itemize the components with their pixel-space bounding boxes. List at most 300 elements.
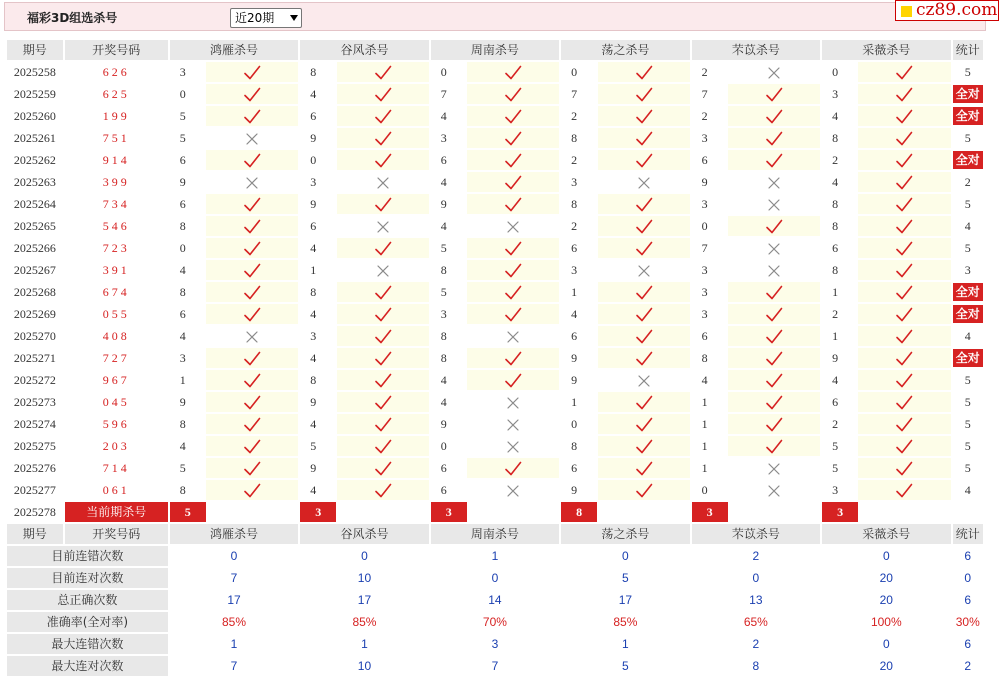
- summary-value: 20: [822, 590, 950, 610]
- checkmark-icon: [504, 285, 522, 299]
- correct-mark: [858, 194, 950, 214]
- kill-number: 3: [822, 84, 856, 104]
- summary-value: 85%: [170, 612, 298, 632]
- kill-number: 2: [561, 216, 595, 236]
- table-row: [7, 392, 983, 412]
- kill-number: 1: [692, 392, 726, 412]
- wrong-mark: [598, 260, 690, 280]
- correct-mark: [598, 150, 690, 170]
- correct-mark: [206, 238, 298, 258]
- kill-number: 5: [822, 458, 856, 478]
- kill-number: 3: [561, 260, 595, 280]
- correct-mark: [467, 194, 559, 214]
- summary-value: 2: [692, 546, 820, 566]
- correct-mark: [858, 238, 950, 258]
- table-row: [7, 348, 983, 368]
- summary-stat-value: 2: [953, 656, 983, 676]
- wrong-mark: [337, 260, 429, 280]
- kill-number: 4: [822, 370, 856, 390]
- correct-mark: [467, 458, 559, 478]
- summary-label: 目前连错次数: [7, 546, 168, 566]
- summary-row: [7, 590, 983, 610]
- col-issue-header: 期号: [7, 40, 63, 60]
- correct-mark: [858, 128, 950, 148]
- wrong-mark: [598, 370, 690, 390]
- current-issue-number: 2025278: [7, 502, 63, 522]
- correct-mark: [858, 172, 950, 192]
- cross-icon: [506, 417, 520, 431]
- kill-number: 9: [692, 172, 726, 192]
- kill-number: 8: [561, 436, 595, 456]
- summary-value: 17: [561, 590, 689, 610]
- summary-value: 2: [692, 634, 820, 654]
- wrong-mark: [728, 238, 820, 258]
- checkmark-icon: [635, 461, 653, 475]
- current-kill-label: 当前期杀号: [65, 502, 168, 522]
- correct-mark: [337, 436, 429, 456]
- stat-cell: [953, 436, 983, 456]
- checkmark-icon: [374, 153, 392, 167]
- kill-number: 6: [822, 238, 856, 258]
- summary-value: 13: [692, 590, 820, 610]
- summary-value: 100%: [822, 612, 950, 632]
- stat-cell: [953, 458, 983, 478]
- kill-number: 4: [431, 216, 465, 236]
- stat-cell: [953, 62, 983, 82]
- kill-number: 4: [170, 260, 204, 280]
- kill-number: 6: [692, 326, 726, 346]
- checkmark-icon: [765, 373, 783, 387]
- checkmark-icon: [895, 329, 913, 343]
- stat-count: 5: [964, 439, 971, 453]
- correct-mark: [467, 370, 559, 390]
- correct-mark: [206, 260, 298, 280]
- cross-icon: [245, 175, 259, 189]
- summary-value: 14: [431, 590, 559, 610]
- kill-number: 4: [300, 414, 334, 434]
- summary-value: 1: [431, 546, 559, 566]
- kill-number: 8: [170, 480, 204, 500]
- correct-mark: [858, 414, 950, 434]
- col-expert-header: 鸿雁杀号: [170, 524, 298, 544]
- wrong-mark: [206, 172, 298, 192]
- checkmark-icon: [243, 483, 261, 497]
- checkmark-icon: [374, 87, 392, 101]
- kill-number: 0: [561, 414, 595, 434]
- correct-mark: [337, 238, 429, 258]
- table-row: [7, 260, 983, 280]
- checkmark-icon: [504, 131, 522, 145]
- current-kill-number: 5: [170, 502, 206, 522]
- issue-number: 2025264: [7, 194, 63, 214]
- checkmark-icon: [635, 395, 653, 409]
- draw-number: 967: [65, 370, 168, 390]
- correct-mark: [206, 194, 298, 214]
- issue-number: 2025265: [7, 216, 63, 236]
- stat-cell: [953, 326, 983, 346]
- kill-number: 4: [431, 370, 465, 390]
- checkmark-icon: [504, 175, 522, 189]
- summary-stat-value: 30%: [953, 612, 983, 632]
- kill-number: 4: [300, 238, 334, 258]
- wrong-mark: [728, 194, 820, 214]
- wrong-mark: [467, 480, 559, 500]
- kill-number: 5: [170, 128, 204, 148]
- table-row: [7, 370, 983, 390]
- correct-mark: [337, 282, 429, 302]
- cross-icon: [376, 219, 390, 233]
- correct-mark: [337, 326, 429, 346]
- kill-number: 0: [170, 84, 204, 104]
- stat-count: 5: [964, 241, 971, 255]
- header-row: [7, 40, 983, 60]
- draw-number: 199: [65, 106, 168, 126]
- correct-mark: [858, 458, 950, 478]
- correct-mark: [728, 216, 820, 236]
- correct-mark: [728, 106, 820, 126]
- summary-value: 7: [170, 656, 298, 676]
- correct-mark: [598, 128, 690, 148]
- stat-count: 5: [964, 461, 971, 475]
- kill-number: 0: [170, 238, 204, 258]
- table-row: [7, 238, 983, 258]
- checkmark-icon: [504, 65, 522, 79]
- wrong-mark: [337, 172, 429, 192]
- summary-label: 最大连错次数: [7, 634, 168, 654]
- current-kill-cell: [170, 502, 298, 522]
- draw-number: 408: [65, 326, 168, 346]
- kill-number: 3: [170, 62, 204, 82]
- kill-number: 7: [431, 84, 465, 104]
- summary-value: 7: [431, 656, 559, 676]
- correct-mark: [598, 62, 690, 82]
- checkmark-icon: [635, 65, 653, 79]
- correct-mark: [858, 106, 950, 126]
- correct-mark: [206, 150, 298, 170]
- draw-number: 734: [65, 194, 168, 214]
- checkmark-icon: [765, 285, 783, 299]
- kill-number: 0: [431, 436, 465, 456]
- correct-mark: [206, 348, 298, 368]
- col-stat-header: 统计: [953, 524, 983, 544]
- correct-mark: [598, 480, 690, 500]
- cross-icon: [767, 483, 781, 497]
- wrong-mark: [467, 414, 559, 434]
- kill-number: 3: [431, 128, 465, 148]
- checkmark-icon: [243, 87, 261, 101]
- issue-number: 2025268: [7, 282, 63, 302]
- wrong-mark: [467, 392, 559, 412]
- correct-mark: [598, 414, 690, 434]
- checkmark-icon: [243, 395, 261, 409]
- summary-value: 0: [561, 546, 689, 566]
- table-row: [7, 414, 983, 434]
- draw-number: 751: [65, 128, 168, 148]
- checkmark-icon: [895, 373, 913, 387]
- kill-number: 1: [300, 260, 334, 280]
- stat-cell: [953, 392, 983, 412]
- kill-number: 8: [431, 326, 465, 346]
- correct-mark: [728, 436, 820, 456]
- draw-number: 727: [65, 348, 168, 368]
- correct-mark: [337, 106, 429, 126]
- correct-mark: [858, 62, 950, 82]
- summary-value: 1: [561, 634, 689, 654]
- site-logo[interactable]: [895, 0, 999, 21]
- checkmark-icon: [504, 109, 522, 123]
- cross-icon: [506, 329, 520, 343]
- stat-cell: [953, 216, 983, 236]
- kill-number: 4: [431, 392, 465, 412]
- kill-number: 9: [300, 194, 334, 214]
- summary-value: 0: [692, 568, 820, 588]
- kill-number: 4: [170, 436, 204, 456]
- cross-icon: [767, 175, 781, 189]
- correct-mark: [598, 84, 690, 104]
- correct-mark: [206, 216, 298, 236]
- correct-mark: [467, 128, 559, 148]
- repeat-header-row: [7, 524, 983, 544]
- issue-number: 2025270: [7, 326, 63, 346]
- table-row: [7, 106, 983, 126]
- current-kill-cell: [822, 502, 950, 522]
- cross-icon: [245, 329, 259, 343]
- checkmark-icon: [895, 285, 913, 299]
- correct-mark: [858, 260, 950, 280]
- issue-number: 2025269: [7, 304, 63, 324]
- checkmark-icon: [504, 461, 522, 475]
- draw-number: 625: [65, 84, 168, 104]
- wrong-mark: [728, 458, 820, 478]
- cross-icon: [506, 439, 520, 453]
- summary-value: 0: [170, 546, 298, 566]
- correct-mark: [206, 370, 298, 390]
- correct-mark: [598, 304, 690, 324]
- cross-icon: [767, 65, 781, 79]
- checkmark-icon: [765, 395, 783, 409]
- checkmark-icon: [635, 109, 653, 123]
- correct-mark: [467, 238, 559, 258]
- kill-number: 5: [822, 436, 856, 456]
- correct-mark: [728, 84, 820, 104]
- summary-value: 85%: [300, 612, 428, 632]
- stat-count: 4: [964, 219, 971, 233]
- summary-label: 最大连对次数: [7, 656, 168, 676]
- col-expert-header: 荡之杀号: [561, 524, 689, 544]
- checkmark-icon: [635, 417, 653, 431]
- kill-number: 9: [300, 392, 334, 412]
- correct-mark: [206, 282, 298, 302]
- checkmark-icon: [635, 241, 653, 255]
- stat-cell: [953, 348, 983, 368]
- stat-cell: [953, 304, 983, 324]
- kill-number: 8: [561, 194, 595, 214]
- summary-value: 5: [561, 656, 689, 676]
- checkmark-icon: [374, 197, 392, 211]
- checkmark-icon: [374, 307, 392, 321]
- wrong-mark: [728, 172, 820, 192]
- correct-mark: [337, 304, 429, 324]
- kill-number: 3: [692, 128, 726, 148]
- stat-count: 5: [964, 131, 971, 145]
- kill-number: 4: [300, 480, 334, 500]
- table-row: [7, 128, 983, 148]
- kill-number: 0: [692, 216, 726, 236]
- cross-icon: [767, 263, 781, 277]
- period-select[interactable]: [230, 8, 302, 28]
- summary-stat-value: 6: [953, 634, 983, 654]
- summary-row: [7, 656, 983, 676]
- summary-value: 10: [300, 656, 428, 676]
- kill-number: 0: [300, 150, 334, 170]
- correct-mark: [598, 326, 690, 346]
- checkmark-icon: [504, 197, 522, 211]
- issue-number: 2025261: [7, 128, 63, 148]
- kill-number: 9: [170, 172, 204, 192]
- kill-number: 9: [300, 128, 334, 148]
- kill-number: 3: [692, 194, 726, 214]
- kill-number: 0: [692, 480, 726, 500]
- table-row: [7, 150, 983, 170]
- wrong-mark: [728, 480, 820, 500]
- kill-number: 6: [170, 150, 204, 170]
- kill-number-table: [5, 38, 985, 678]
- issue-number: 2025258: [7, 62, 63, 82]
- stat-cell: [953, 282, 983, 302]
- checkmark-icon: [243, 285, 261, 299]
- kill-number: 1: [692, 436, 726, 456]
- draw-number: 203: [65, 436, 168, 456]
- current-kill-cell: [692, 502, 820, 522]
- current-kill-cell: [300, 502, 428, 522]
- kill-number: 6: [692, 150, 726, 170]
- correct-mark: [598, 348, 690, 368]
- issue-number: 2025273: [7, 392, 63, 412]
- summary-row: [7, 546, 983, 566]
- correct-mark: [598, 436, 690, 456]
- kill-number: 5: [300, 436, 334, 456]
- correct-mark: [337, 414, 429, 434]
- stat-cell: [953, 480, 983, 500]
- stat-count: 5: [964, 417, 971, 431]
- issue-number: 2025260: [7, 106, 63, 126]
- correct-mark: [467, 282, 559, 302]
- kill-number: 9: [561, 348, 595, 368]
- checkmark-icon: [374, 373, 392, 387]
- kill-number: 8: [300, 370, 334, 390]
- current-stat-empty: [953, 502, 983, 522]
- all-correct-badge: 全对: [953, 151, 983, 169]
- checkmark-icon: [895, 87, 913, 101]
- wrong-mark: [467, 436, 559, 456]
- all-correct-badge: 全对: [953, 305, 983, 323]
- checkmark-icon: [895, 197, 913, 211]
- page-title: 福彩3D组选杀号: [27, 11, 118, 25]
- draw-number: 045: [65, 392, 168, 412]
- correct-mark: [858, 392, 950, 412]
- all-correct-badge: 全对: [953, 107, 983, 125]
- checkmark-icon: [635, 307, 653, 321]
- wrong-mark: [467, 216, 559, 236]
- checkmark-icon: [765, 417, 783, 431]
- correct-mark: [598, 392, 690, 412]
- table-row: [7, 216, 983, 236]
- draw-number: 055: [65, 304, 168, 324]
- kill-number: 2: [822, 304, 856, 324]
- kill-number: 2: [692, 62, 726, 82]
- kill-number: 8: [170, 216, 204, 236]
- correct-mark: [728, 414, 820, 434]
- kill-number: 2: [561, 106, 595, 126]
- summary-stat-value: 6: [953, 590, 983, 610]
- correct-mark: [728, 392, 820, 412]
- stat-count: 5: [964, 65, 971, 79]
- correct-mark: [467, 260, 559, 280]
- kill-number: 7: [692, 238, 726, 258]
- kill-number: 3: [170, 348, 204, 368]
- correct-mark: [858, 436, 950, 456]
- kill-number: 4: [300, 304, 334, 324]
- checkmark-icon: [243, 439, 261, 453]
- kill-number: 3: [692, 260, 726, 280]
- kill-number: 8: [431, 348, 465, 368]
- summary-row: [7, 612, 983, 632]
- kill-number: 4: [822, 106, 856, 126]
- correct-mark: [337, 150, 429, 170]
- period-select-value: 近20期: [235, 11, 275, 25]
- all-correct-badge: 全对: [953, 85, 983, 103]
- kill-number: 8: [300, 282, 334, 302]
- correct-mark: [858, 216, 950, 236]
- kill-number: 5: [431, 282, 465, 302]
- kill-number: 8: [300, 62, 334, 82]
- kill-number: 0: [822, 62, 856, 82]
- kill-number: 6: [431, 150, 465, 170]
- issue-number: 2025262: [7, 150, 63, 170]
- kill-number: 9: [561, 480, 595, 500]
- correct-mark: [206, 84, 298, 104]
- wrong-mark: [206, 128, 298, 148]
- col-expert-header: 芣苡杀号: [692, 524, 820, 544]
- stat-cell: [953, 238, 983, 258]
- kill-number: 8: [692, 348, 726, 368]
- col-expert-header: 谷风杀号: [300, 40, 428, 60]
- col-expert-header: 采薇杀号: [822, 524, 950, 544]
- checkmark-icon: [374, 417, 392, 431]
- summary-value: 65%: [692, 612, 820, 632]
- correct-mark: [206, 392, 298, 412]
- cross-icon: [376, 175, 390, 189]
- correct-mark: [858, 326, 950, 346]
- checkmark-icon: [895, 461, 913, 475]
- issue-number: 2025267: [7, 260, 63, 280]
- checkmark-icon: [635, 351, 653, 365]
- kill-number: 8: [170, 282, 204, 302]
- checkmark-icon: [765, 351, 783, 365]
- col-expert-header: 荡之杀号: [561, 40, 689, 60]
- summary-value: 20: [822, 656, 950, 676]
- current-row: [7, 502, 983, 522]
- stat-cell: [953, 172, 983, 192]
- checkmark-icon: [374, 329, 392, 343]
- draw-number: 391: [65, 260, 168, 280]
- table-row: [7, 304, 983, 324]
- checkmark-icon: [504, 373, 522, 387]
- checkmark-icon: [243, 197, 261, 211]
- draw-number: 061: [65, 480, 168, 500]
- issue-number: 2025272: [7, 370, 63, 390]
- cross-icon: [767, 461, 781, 475]
